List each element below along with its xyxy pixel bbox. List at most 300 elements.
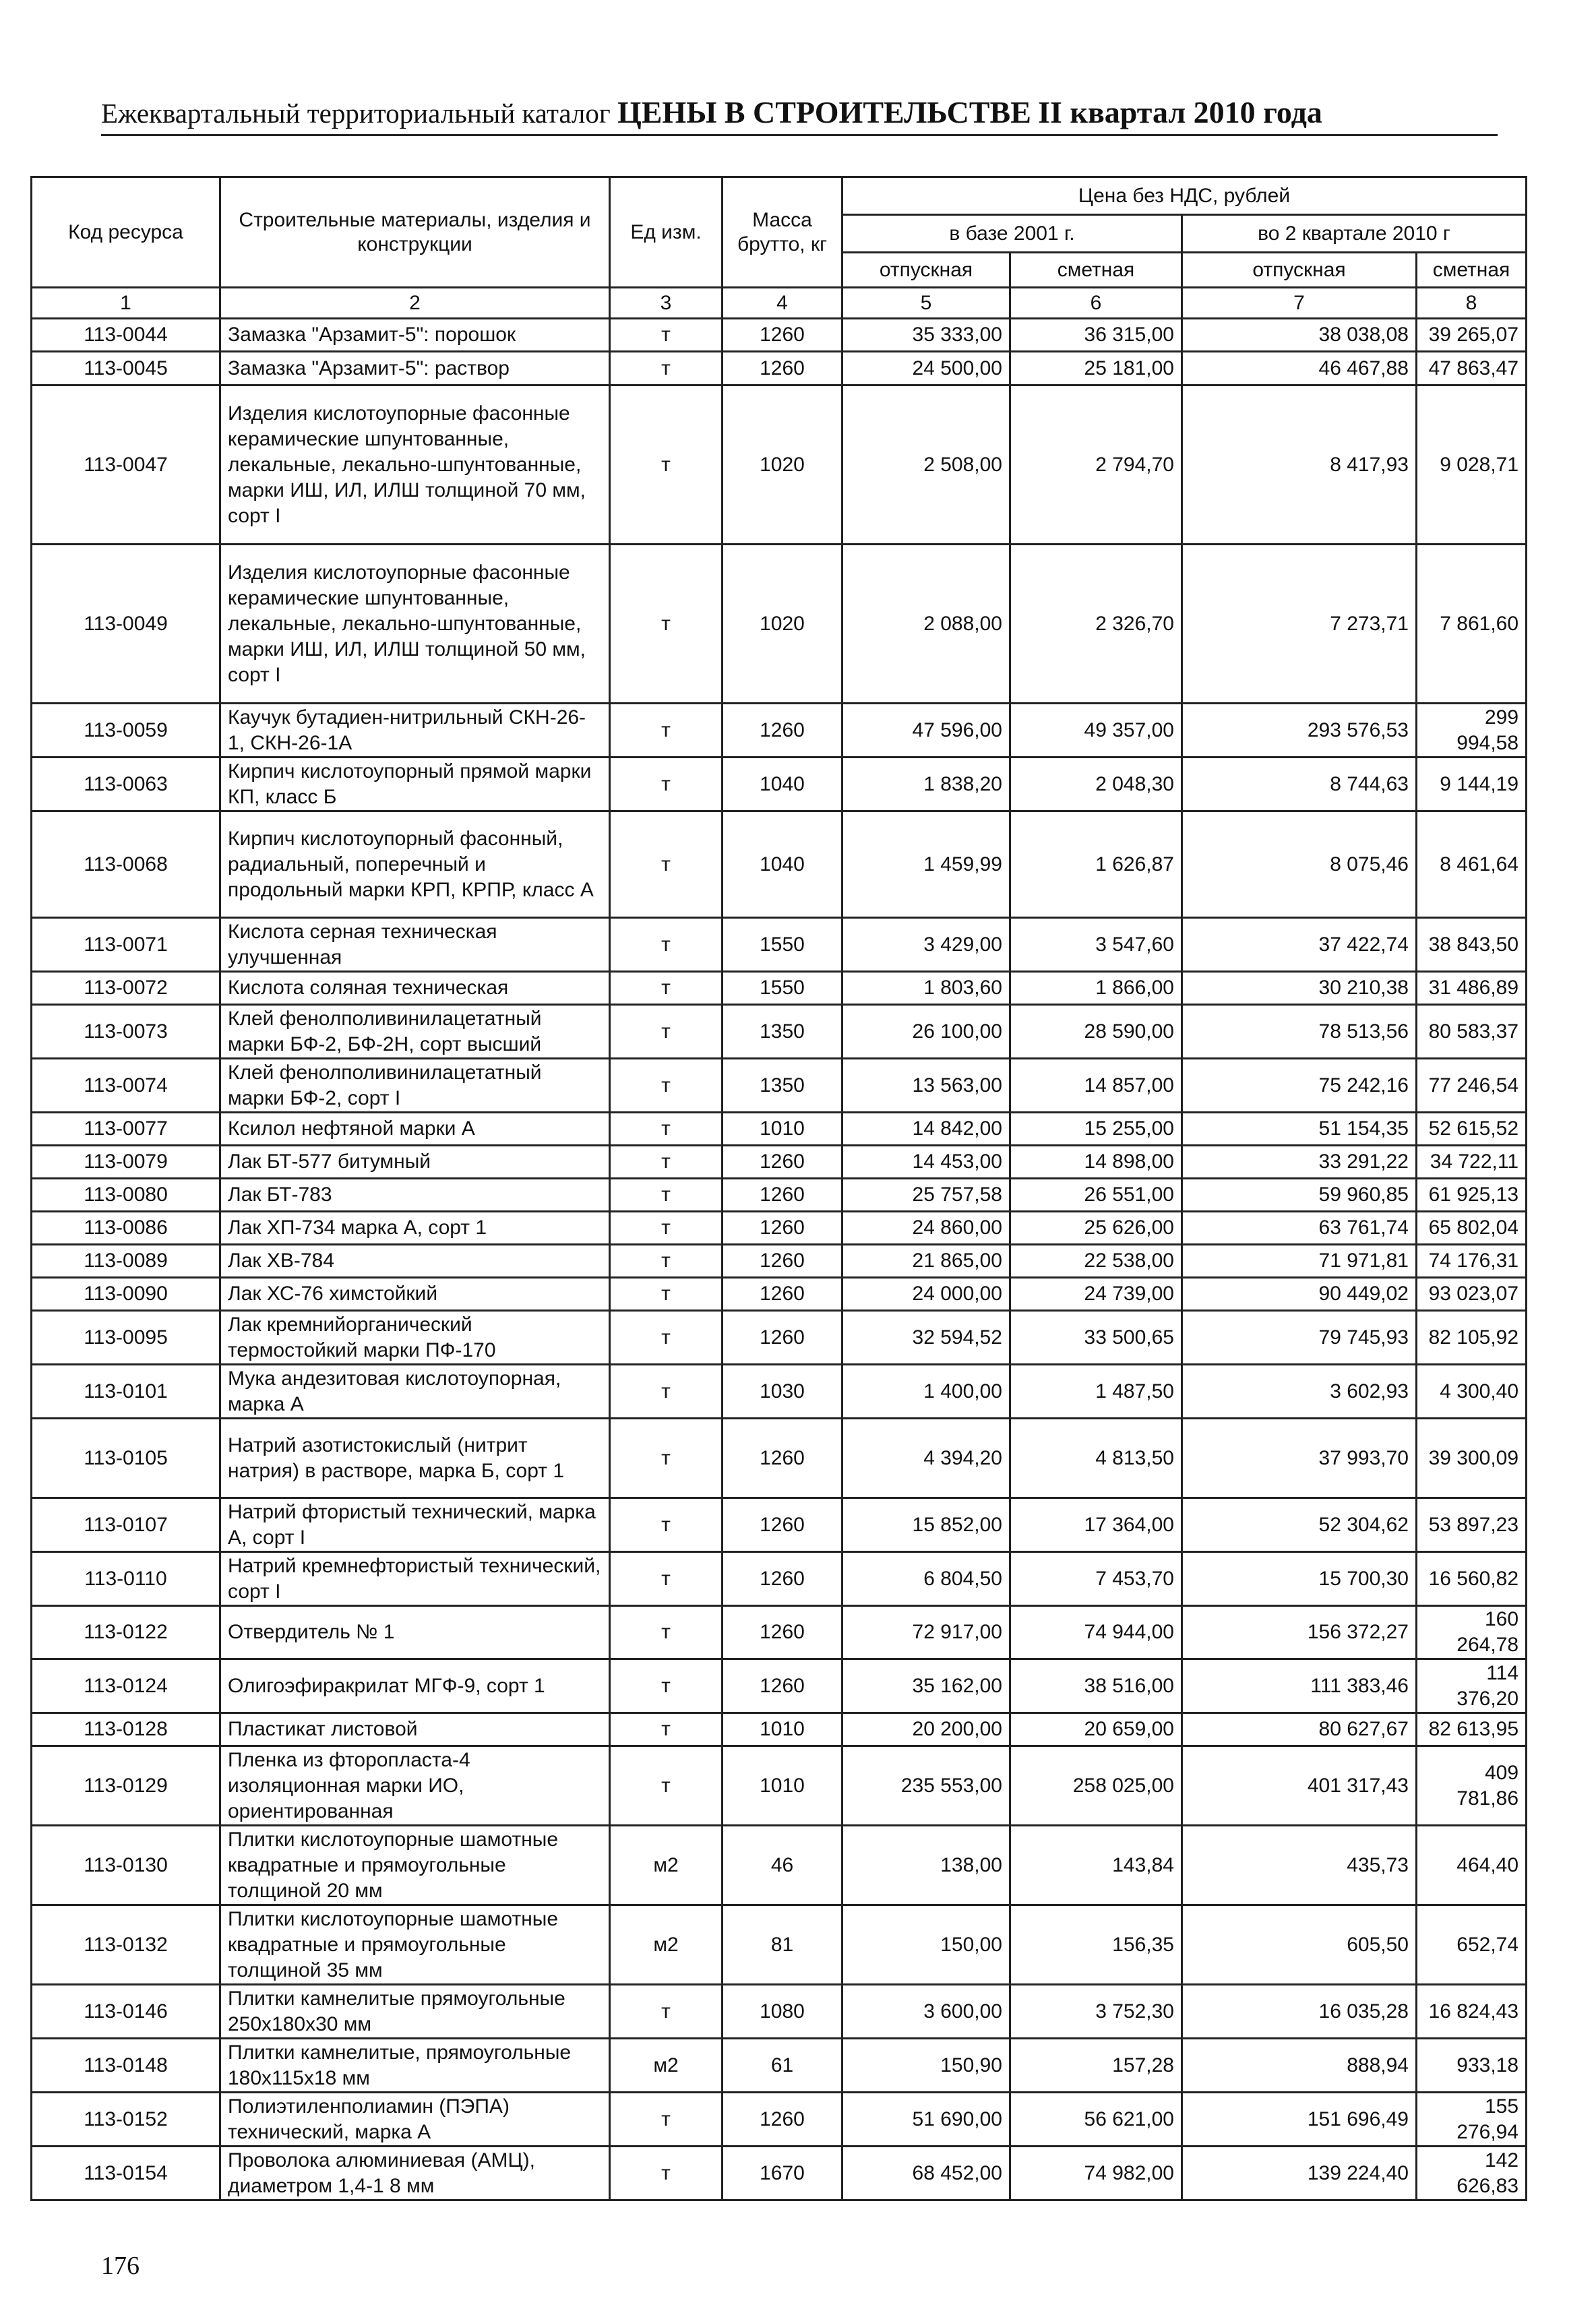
mass-cell: 1670: [723, 2147, 842, 2200]
unit-cell: т: [610, 972, 723, 1005]
current-estimate-price: 39 265,07: [1417, 319, 1527, 352]
column-number: 6: [1010, 288, 1182, 319]
material-name: Проволока алюминиевая (АМЦ), диаметром 1,4-1 8 мм: [220, 2147, 610, 2200]
unit-cell: т: [610, 1179, 723, 1212]
material-name: Полиэтиленполиамин (ПЭПА) технический, марка А: [220, 2093, 610, 2147]
unit-cell: т: [610, 918, 723, 972]
table-row: [32, 1146, 1527, 1179]
material-name: Лак ХП-734 марка А, сорт 1: [220, 1212, 610, 1245]
current-estimate-price: 933,18: [1417, 2039, 1527, 2093]
base-release-price: 138,00: [842, 1826, 1010, 1905]
catalog-header: [101, 94, 1498, 136]
material-name: Натрий фтористый технический, марка А, сорт I: [220, 1498, 610, 1552]
current-release-price: 51 154,35: [1182, 1113, 1417, 1146]
base-release-price: 14 842,00: [842, 1113, 1010, 1146]
base-release-price: 6 804,50: [842, 1552, 1010, 1606]
resource-code: 113-0074: [32, 1059, 220, 1113]
mass-cell: 61: [723, 2039, 842, 2093]
current-estimate-price: 93 023,07: [1417, 1278, 1527, 1311]
base-release-price: 20 200,00: [842, 1713, 1010, 1746]
base-estimate-price: 74 982,00: [1010, 2147, 1182, 2200]
base-estimate-price: 20 659,00: [1010, 1713, 1182, 1746]
resource-code: 113-0068: [32, 811, 220, 918]
unit-cell: т: [610, 1113, 723, 1146]
resource-code: 113-0072: [32, 972, 220, 1005]
mass-cell: 1040: [723, 811, 842, 918]
resource-code: 113-0152: [32, 2093, 220, 2147]
base-release-price: 3 600,00: [842, 1985, 1010, 2039]
mass-cell: 1260: [723, 1419, 842, 1498]
current-release-price: 8 744,63: [1182, 758, 1417, 811]
mass-cell: 1040: [723, 758, 842, 811]
resource-code: 113-0110: [32, 1552, 220, 1606]
material-name: Натрий азотистокислый (нитрит натрия) в растворе, марка Б, сорт 1: [220, 1419, 610, 1498]
base-estimate-price: 14 857,00: [1010, 1059, 1182, 1113]
unit-cell: т: [610, 352, 723, 386]
mass-cell: 1260: [723, 2093, 842, 2147]
base-estimate-price: 7 453,70: [1010, 1552, 1182, 1606]
mass-cell: 1260: [723, 1498, 842, 1552]
base-estimate-price: 49 357,00: [1010, 704, 1182, 758]
base-release-price: 235 553,00: [842, 1746, 1010, 1826]
current-release-price: 38 038,08: [1182, 319, 1417, 352]
current-release-price: 46 467,88: [1182, 352, 1417, 386]
base-release-price: 68 452,00: [842, 2147, 1010, 2200]
table-row: [32, 545, 1527, 704]
table-row: [32, 1905, 1527, 1985]
header-current-release: отпускная: [1182, 253, 1417, 288]
base-estimate-price: 156,35: [1010, 1905, 1182, 1985]
material-name: Замазка "Арзамит-5": порошок: [220, 319, 610, 352]
resource-code: 113-0146: [32, 1985, 220, 2039]
unit-cell: т: [610, 1311, 723, 1365]
base-release-price: 21 865,00: [842, 1245, 1010, 1278]
mass-cell: 1550: [723, 972, 842, 1005]
resource-code: 113-0089: [32, 1245, 220, 1278]
unit-cell: т: [610, 1059, 723, 1113]
mass-cell: 1260: [723, 1606, 842, 1659]
base-estimate-price: 3 752,30: [1010, 1985, 1182, 2039]
base-estimate-price: 38 516,00: [1010, 1659, 1182, 1713]
mass-cell: 81: [723, 1905, 842, 1985]
resource-code: 113-0095: [32, 1311, 220, 1365]
base-release-price: 26 100,00: [842, 1005, 1010, 1059]
current-release-price: 888,94: [1182, 2039, 1417, 2093]
header-base-estimate: сметная: [1010, 253, 1182, 288]
table-row: [32, 1278, 1527, 1311]
column-number-row: [32, 288, 1527, 319]
unit-cell: т: [610, 1713, 723, 1746]
current-estimate-price: 38 843,50: [1417, 918, 1527, 972]
mass-cell: 1260: [723, 1179, 842, 1212]
current-estimate-price: 8 461,64: [1417, 811, 1527, 918]
base-estimate-price: 14 898,00: [1010, 1146, 1182, 1179]
base-release-price: 51 690,00: [842, 2093, 1010, 2147]
mass-cell: 1260: [723, 319, 842, 352]
unit-cell: т: [610, 1278, 723, 1311]
current-release-price: 401 317,43: [1182, 1746, 1417, 1826]
mass-cell: 1260: [723, 352, 842, 386]
base-estimate-price: 4 813,50: [1010, 1419, 1182, 1498]
table-row: [32, 2039, 1527, 2093]
table-row: [32, 1826, 1527, 1905]
base-estimate-price: 25 181,00: [1010, 352, 1182, 386]
current-release-price: 52 304,62: [1182, 1498, 1417, 1552]
resource-code: 113-0130: [32, 1826, 220, 1905]
header-current-2010: во 2 квартале 2010 г: [1182, 215, 1527, 253]
material-name: Плитки камнелитые, прямоугольные 180x115x18 мм: [220, 2039, 610, 2093]
base-release-price: 3 429,00: [842, 918, 1010, 972]
material-name: Изделия кислотоупорные фасонные керамические шпунтованные, лекальные, лекально-шпунтованные, марки ИШ, ИЛ, ИЛШ толщиной 50 мм, сорт I: [220, 545, 610, 704]
header-price-group: Цена без НДС, рублей: [842, 177, 1527, 215]
table-row: [32, 352, 1527, 386]
mass-cell: 1010: [723, 1746, 842, 1826]
column-number: 7: [1182, 288, 1417, 319]
mass-cell: 1550: [723, 918, 842, 972]
current-estimate-price: 47 863,47: [1417, 352, 1527, 386]
base-estimate-price: 1 866,00: [1010, 972, 1182, 1005]
current-release-price: 16 035,28: [1182, 1985, 1417, 2039]
mass-cell: 1020: [723, 545, 842, 704]
current-release-price: 15 700,30: [1182, 1552, 1417, 1606]
current-release-price: 111 383,46: [1182, 1659, 1417, 1713]
resource-code: 113-0107: [32, 1498, 220, 1552]
base-release-price: 1 803,60: [842, 972, 1010, 1005]
material-name: Плитки кислотоупорные шамотные квадратные и прямоугольные толщиной 35 мм: [220, 1905, 610, 1985]
header-base-release: отпускная: [842, 253, 1010, 288]
base-estimate-price: 17 364,00: [1010, 1498, 1182, 1552]
current-release-price: 59 960,85: [1182, 1179, 1417, 1212]
table-row: [32, 1552, 1527, 1606]
table-row: [32, 1659, 1527, 1713]
mass-cell: 1010: [723, 1713, 842, 1746]
mass-cell: 1010: [723, 1113, 842, 1146]
unit-cell: т: [610, 1659, 723, 1713]
catalog-period: II квартал 2010 года: [1038, 95, 1322, 129]
resource-code: 113-0071: [32, 918, 220, 972]
current-release-price: 79 745,93: [1182, 1311, 1417, 1365]
column-number: 5: [842, 288, 1010, 319]
current-estimate-price: 65 802,04: [1417, 1212, 1527, 1245]
base-estimate-price: 36 315,00: [1010, 319, 1182, 352]
catalog-title: ЦЕНЫ В СТРОИТЕЛЬСТВЕ: [617, 95, 1031, 129]
current-estimate-price: 34 722,11: [1417, 1146, 1527, 1179]
current-release-price: 605,50: [1182, 1905, 1417, 1985]
current-release-price: 90 449,02: [1182, 1278, 1417, 1311]
base-release-price: 24 500,00: [842, 352, 1010, 386]
table-row: [32, 1606, 1527, 1659]
column-number: 8: [1417, 288, 1527, 319]
mass-cell: 1260: [723, 1311, 842, 1365]
resource-code: 113-0154: [32, 2147, 220, 2200]
base-release-price: 15 852,00: [842, 1498, 1010, 1552]
mass-cell: 1260: [723, 1146, 842, 1179]
table-row: [32, 811, 1527, 918]
table-row: [32, 1179, 1527, 1212]
mass-cell: 1260: [723, 1212, 842, 1245]
base-release-price: 150,00: [842, 1905, 1010, 1985]
unit-cell: т: [610, 1146, 723, 1179]
base-estimate-price: 15 255,00: [1010, 1113, 1182, 1146]
unit-cell: т: [610, 1365, 723, 1419]
resource-code: 113-0101: [32, 1365, 220, 1419]
base-estimate-price: 1 626,87: [1010, 811, 1182, 918]
header-current-estimate: сметная: [1417, 253, 1527, 288]
price-table: [30, 176, 1527, 2201]
current-release-price: 7 273,71: [1182, 545, 1417, 704]
resource-code: 113-0122: [32, 1606, 220, 1659]
current-release-price: 63 761,74: [1182, 1212, 1417, 1245]
current-estimate-price: 77 246,54: [1417, 1059, 1527, 1113]
mass-cell: 1020: [723, 386, 842, 545]
table-row: [32, 758, 1527, 811]
table-row: [32, 2147, 1527, 2200]
table-row: [32, 1419, 1527, 1498]
table-row: [32, 2093, 1527, 2147]
material-name: Лак кремнийорганический термостойкий марки ПФ-170: [220, 1311, 610, 1365]
header-name: Строительные материалы, изделия и конструкции: [220, 177, 610, 288]
material-name: Клей фенолполивинилацетатный марки БФ-2, БФ-2Н, сорт высший: [220, 1005, 610, 1059]
current-estimate-price: 155 276,94: [1417, 2093, 1527, 2147]
current-estimate-price: 39 300,09: [1417, 1419, 1527, 1498]
base-release-price: 2 508,00: [842, 386, 1010, 545]
base-estimate-price: 157,28: [1010, 2039, 1182, 2093]
unit-cell: т: [610, 1005, 723, 1059]
unit-cell: т: [610, 704, 723, 758]
current-release-price: 293 576,53: [1182, 704, 1417, 758]
base-estimate-price: 22 538,00: [1010, 1245, 1182, 1278]
base-estimate-price: 258 025,00: [1010, 1746, 1182, 1826]
unit-cell: т: [610, 545, 723, 704]
table-row: [32, 1245, 1527, 1278]
mass-cell: 1260: [723, 704, 842, 758]
unit-cell: т: [610, 386, 723, 545]
resource-code: 113-0086: [32, 1212, 220, 1245]
resource-code: 113-0049: [32, 545, 220, 704]
material-name: Кирпич кислотоупорный фасонный, радиальный, поперечный и продольный марки КРП, КРПР, класс А: [220, 811, 610, 918]
current-estimate-price: 53 897,23: [1417, 1498, 1527, 1552]
table-row: [32, 1059, 1527, 1113]
material-name: Лак ХВ-784: [220, 1245, 610, 1278]
base-release-price: 25 757,58: [842, 1179, 1010, 1212]
resource-code: 113-0080: [32, 1179, 220, 1212]
resource-code: 113-0129: [32, 1746, 220, 1826]
mass-cell: 1260: [723, 1278, 842, 1311]
resource-code: 113-0077: [32, 1113, 220, 1146]
material-name: Олигоэфиракрилат МГФ-9, сорт 1: [220, 1659, 610, 1713]
current-release-price: 37 993,70: [1182, 1419, 1417, 1498]
current-estimate-price: 52 615,52: [1417, 1113, 1527, 1146]
base-estimate-price: 2 794,70: [1010, 386, 1182, 545]
unit-cell: т: [610, 1212, 723, 1245]
current-release-price: 30 210,38: [1182, 972, 1417, 1005]
header-unit: Ед изм.: [610, 177, 723, 288]
unit-cell: т: [610, 758, 723, 811]
current-estimate-price: 31 486,89: [1417, 972, 1527, 1005]
material-name: Пластикат листовой: [220, 1713, 610, 1746]
table-row: [32, 704, 1527, 758]
resource-code: 113-0073: [32, 1005, 220, 1059]
table-body: [32, 288, 1527, 2200]
current-release-price: 75 242,16: [1182, 1059, 1417, 1113]
base-release-price: 14 453,00: [842, 1146, 1010, 1179]
column-number: 4: [723, 288, 842, 319]
unit-cell: м2: [610, 1905, 723, 1985]
table-row: [32, 319, 1527, 352]
mass-cell: 1350: [723, 1059, 842, 1113]
base-estimate-price: 1 487,50: [1010, 1365, 1182, 1419]
mass-cell: 1080: [723, 1985, 842, 2039]
current-release-price: 3 602,93: [1182, 1365, 1417, 1419]
base-release-price: 1 838,20: [842, 758, 1010, 811]
current-release-price: 8 417,93: [1182, 386, 1417, 545]
current-estimate-price: 7 861,60: [1417, 545, 1527, 704]
column-number: 3: [610, 288, 723, 319]
base-release-price: 32 594,52: [842, 1311, 1010, 1365]
material-name: Кислота соляная техническая: [220, 972, 610, 1005]
table-row: [32, 1005, 1527, 1059]
mass-cell: 1350: [723, 1005, 842, 1059]
unit-cell: т: [610, 1606, 723, 1659]
material-name: Натрий кремнефтористый технический, сорт I: [220, 1552, 610, 1606]
table-row: [32, 972, 1527, 1005]
table-row: [32, 386, 1527, 545]
resource-code: 113-0059: [32, 704, 220, 758]
current-estimate-price: 114 376,20: [1417, 1659, 1527, 1713]
table-row: [32, 1113, 1527, 1146]
unit-cell: т: [610, 1552, 723, 1606]
table-row: [32, 1212, 1527, 1245]
table-row: [32, 1311, 1527, 1365]
header-mass: Масса брутто, кг: [723, 177, 842, 288]
header-base-2001: в базе 2001 г.: [842, 215, 1182, 253]
base-estimate-price: 2 048,30: [1010, 758, 1182, 811]
current-release-price: 71 971,81: [1182, 1245, 1417, 1278]
current-estimate-price: 16 560,82: [1417, 1552, 1527, 1606]
column-number: 1: [32, 288, 220, 319]
base-estimate-price: 28 590,00: [1010, 1005, 1182, 1059]
base-release-price: 47 596,00: [842, 704, 1010, 758]
current-release-price: 139 224,40: [1182, 2147, 1417, 2200]
current-release-price: 156 372,27: [1182, 1606, 1417, 1659]
base-release-price: 4 394,20: [842, 1419, 1010, 1498]
unit-cell: т: [610, 1746, 723, 1826]
unit-cell: т: [610, 1419, 723, 1498]
current-estimate-price: 74 176,31: [1417, 1245, 1527, 1278]
base-estimate-price: 26 551,00: [1010, 1179, 1182, 1212]
material-name: Пленка из фторопласта-4 изоляционная марки ИО, ориентированная: [220, 1746, 610, 1826]
current-release-price: 435,73: [1182, 1826, 1417, 1905]
resource-code: 113-0079: [32, 1146, 220, 1179]
base-release-price: 13 563,00: [842, 1059, 1010, 1113]
material-name: Замазка "Арзамит-5": раствор: [220, 352, 610, 386]
unit-cell: т: [610, 2147, 723, 2200]
resource-code: 113-0063: [32, 758, 220, 811]
resource-code: 113-0044: [32, 319, 220, 352]
unit-cell: т: [610, 2093, 723, 2147]
current-release-price: 80 627,67: [1182, 1713, 1417, 1746]
material-name: Ксилол нефтяной марки А: [220, 1113, 610, 1146]
material-name: Изделия кислотоупорные фасонные керамические шпунтованные, лекальные, лекально-шпунтованные, марки ИШ, ИЛ, ИЛШ толщиной 70 мм, сорт I: [220, 386, 610, 545]
current-release-price: 151 696,49: [1182, 2093, 1417, 2147]
current-estimate-price: 82 613,95: [1417, 1713, 1527, 1746]
base-estimate-price: 25 626,00: [1010, 1212, 1182, 1245]
base-release-price: 35 333,00: [842, 319, 1010, 352]
material-name: Плитки кислотоупорные шамотные квадратные и прямоугольные толщиной 20 мм: [220, 1826, 610, 1905]
table-row: [32, 1498, 1527, 1552]
column-number: 2: [220, 288, 610, 319]
base-estimate-price: 56 621,00: [1010, 2093, 1182, 2147]
current-estimate-price: 80 583,37: [1417, 1005, 1527, 1059]
resource-code: 113-0148: [32, 2039, 220, 2093]
current-estimate-price: 82 105,92: [1417, 1311, 1527, 1365]
current-estimate-price: 61 925,13: [1417, 1179, 1527, 1212]
table-row: [32, 1713, 1527, 1746]
unit-cell: м2: [610, 1826, 723, 1905]
resource-code: 113-0128: [32, 1713, 220, 1746]
current-estimate-price: 9 028,71: [1417, 386, 1527, 545]
mass-cell: 1030: [723, 1365, 842, 1419]
base-estimate-price: 143,84: [1010, 1826, 1182, 1905]
material-name: Кирпич кислотоупорный прямой марки КП, класс Б: [220, 758, 610, 811]
material-name: Мука андезитовая кислотоупорная, марка А: [220, 1365, 610, 1419]
current-estimate-price: 9 144,19: [1417, 758, 1527, 811]
base-estimate-price: 2 326,70: [1010, 545, 1182, 704]
current-estimate-price: 160 264,78: [1417, 1606, 1527, 1659]
table-row: [32, 1365, 1527, 1419]
current-estimate-price: 142 626,83: [1417, 2147, 1527, 2200]
base-release-price: 1 459,99: [842, 811, 1010, 918]
current-release-price: 78 513,56: [1182, 1005, 1417, 1059]
current-estimate-price: 652,74: [1417, 1905, 1527, 1985]
current-estimate-price: 299 994,58: [1417, 704, 1527, 758]
resource-code: 113-0132: [32, 1905, 220, 1985]
resource-code: 113-0124: [32, 1659, 220, 1713]
base-release-price: 24 860,00: [842, 1212, 1010, 1245]
mass-cell: 1260: [723, 1659, 842, 1713]
catalog-header-prefix: Ежеквартальный территориальный каталог: [101, 98, 611, 129]
base-release-price: 35 162,00: [842, 1659, 1010, 1713]
material-name: Кислота серная техническая улучшенная: [220, 918, 610, 972]
header-code: Код ресурса: [32, 177, 220, 288]
base-estimate-price: 24 739,00: [1010, 1278, 1182, 1311]
current-release-price: 33 291,22: [1182, 1146, 1417, 1179]
base-estimate-price: 3 547,60: [1010, 918, 1182, 972]
unit-cell: т: [610, 1985, 723, 2039]
resource-code: 113-0047: [32, 386, 220, 545]
base-release-price: 2 088,00: [842, 545, 1010, 704]
resource-code: 113-0045: [32, 352, 220, 386]
resource-code: 113-0105: [32, 1419, 220, 1498]
current-estimate-price: 16 824,43: [1417, 1985, 1527, 2039]
current-estimate-price: 464,40: [1417, 1826, 1527, 1905]
table-row: [32, 918, 1527, 972]
current-release-price: 37 422,74: [1182, 918, 1417, 972]
material-name: Плитки камнелитые прямоугольные 250x180x30 мм: [220, 1985, 610, 2039]
material-name: Каучук бутадиен-нитрильный СКН-26-1, СКН-26-1А: [220, 704, 610, 758]
table-row: [32, 1985, 1527, 2039]
unit-cell: м2: [610, 2039, 723, 2093]
material-name: Отвердитель № 1: [220, 1606, 610, 1659]
table-row: [32, 1746, 1527, 1826]
base-release-price: 1 400,00: [842, 1365, 1010, 1419]
base-release-price: 24 000,00: [842, 1278, 1010, 1311]
base-estimate-price: 33 500,65: [1010, 1311, 1182, 1365]
material-name: Лак БТ-783: [220, 1179, 610, 1212]
unit-cell: т: [610, 1498, 723, 1552]
current-estimate-price: 409 781,86: [1417, 1746, 1527, 1826]
material-name: Лак ХС-76 химстойкий: [220, 1278, 610, 1311]
